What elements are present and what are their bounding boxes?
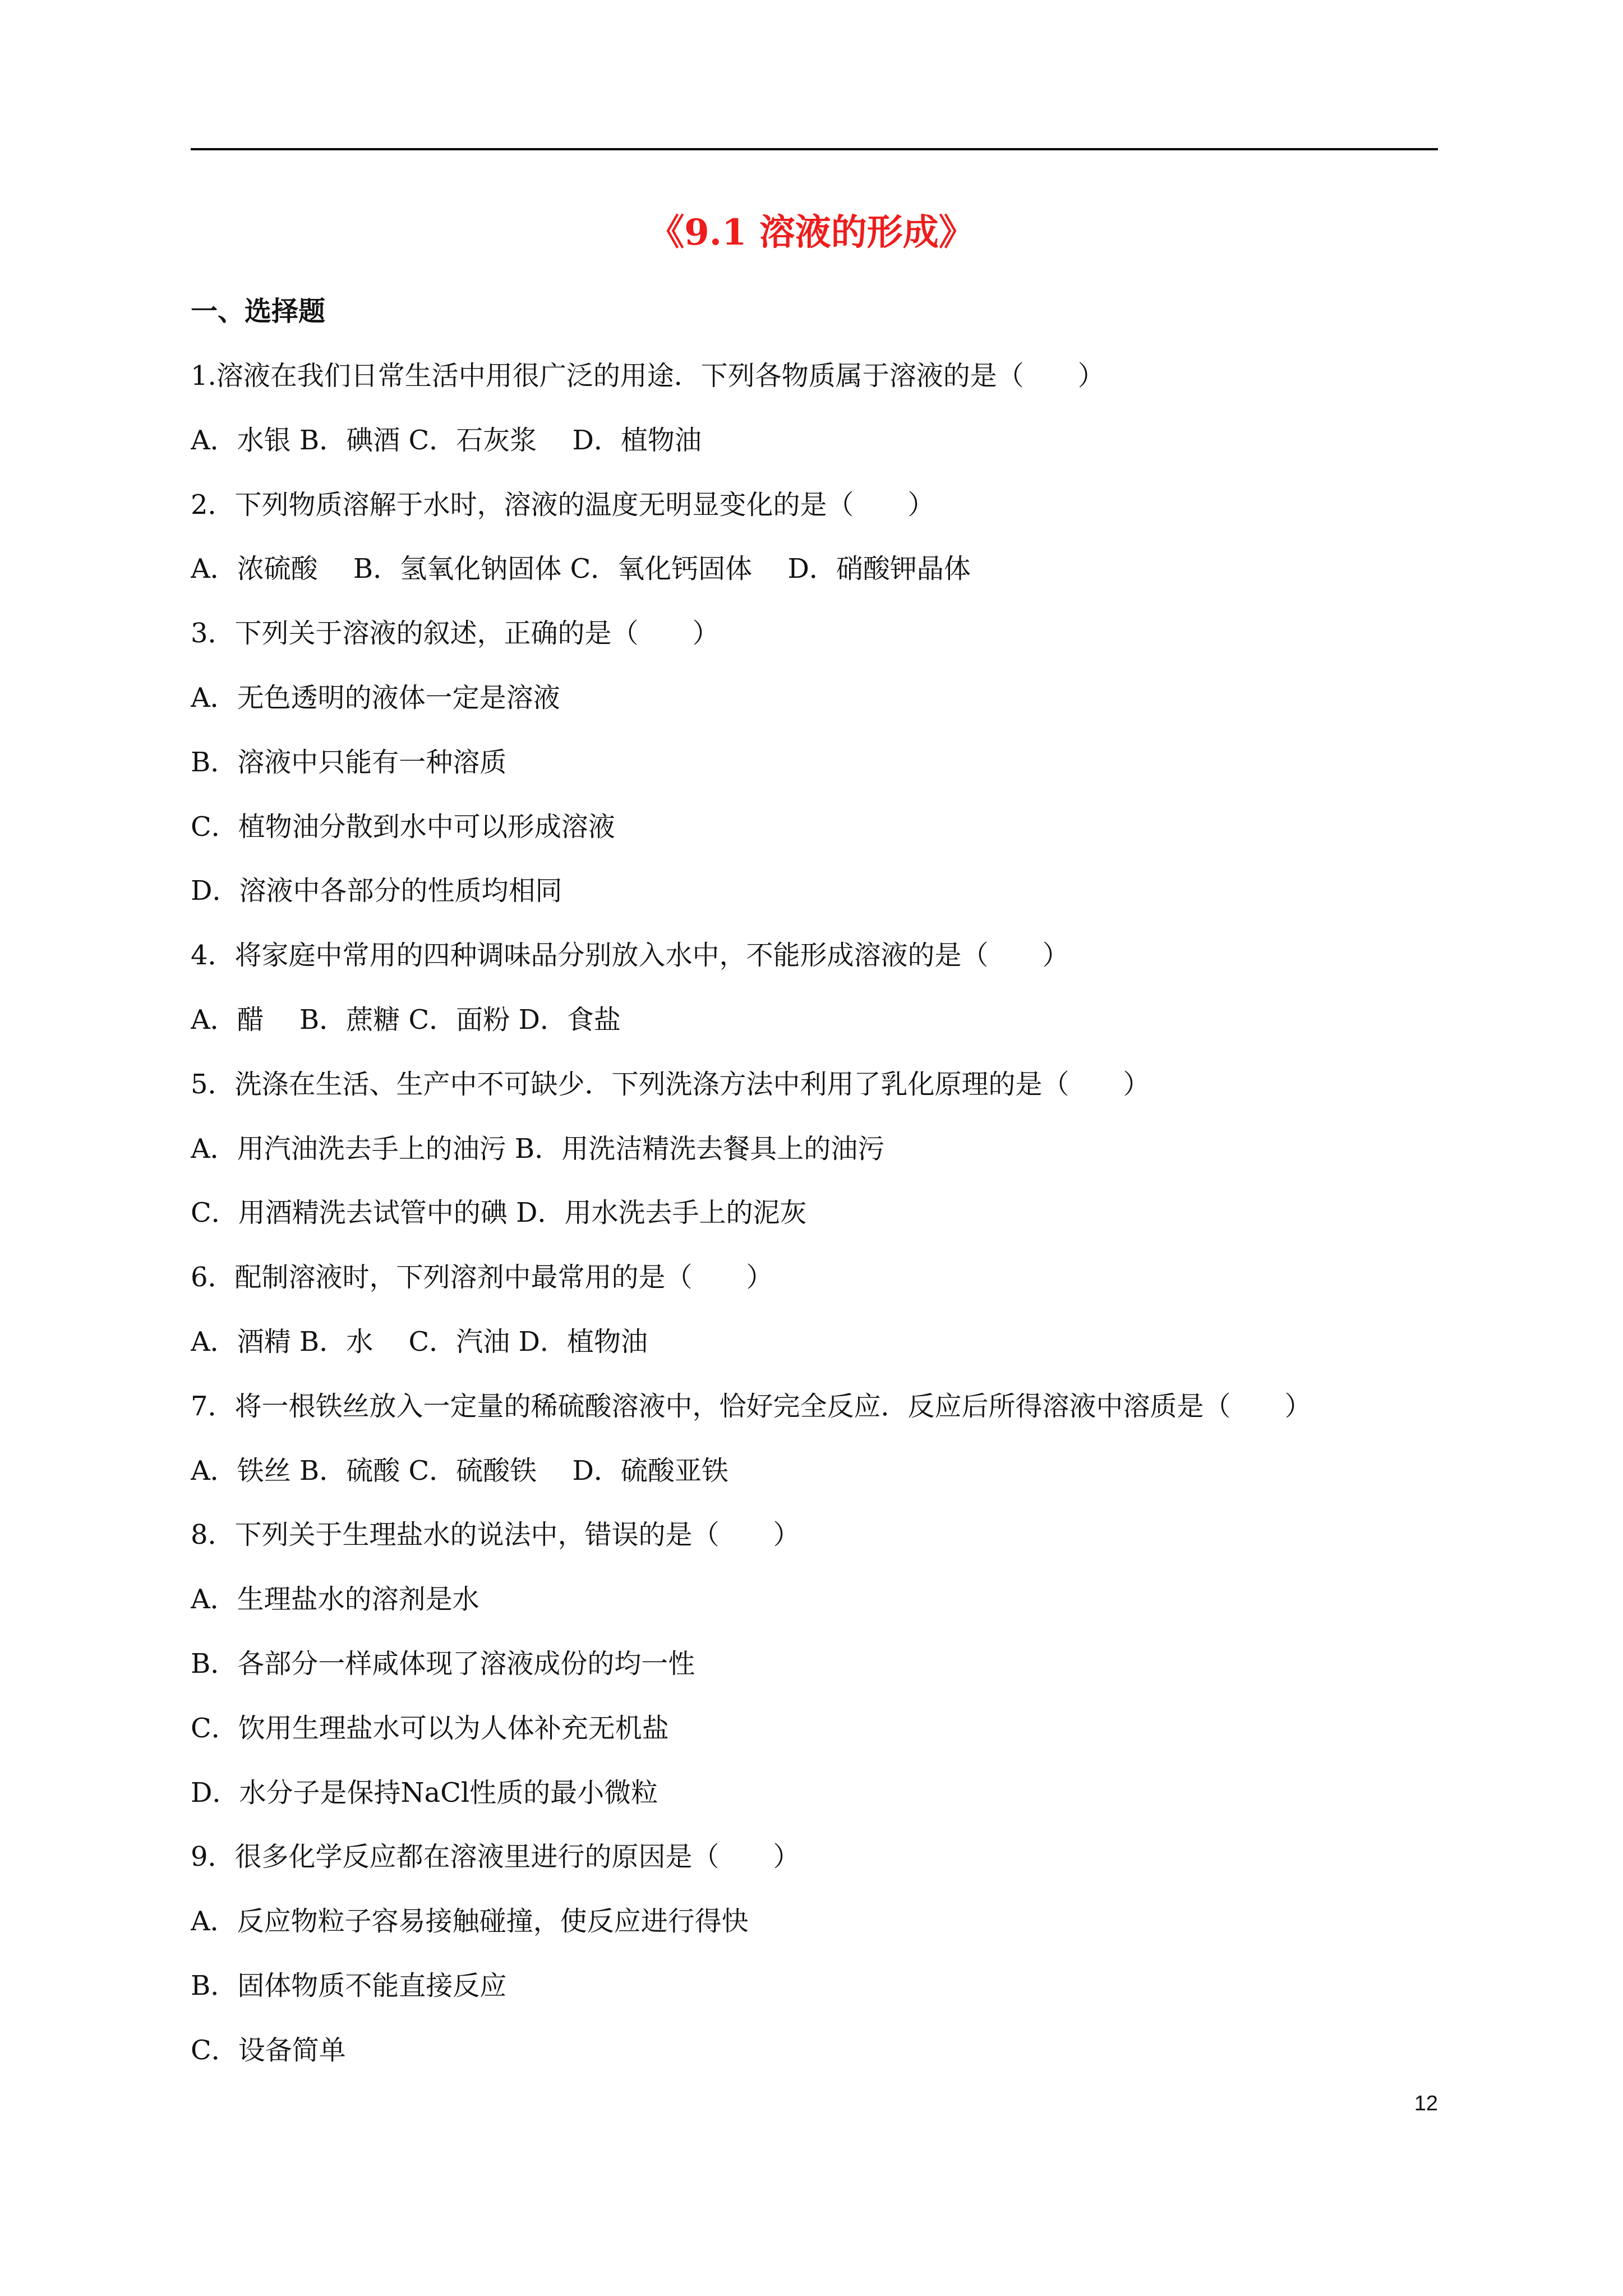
- text-line: A．无色透明的液体一定是溶液: [191, 682, 560, 714]
- text-line: 6．配制溶液时，下列溶剂中最常用的是（ ）: [191, 1262, 773, 1294]
- text-line: A．铁丝 B．硫酸 C．硫酸铁 D．硫酸亚铁: [191, 1455, 728, 1487]
- text-line: 9．很多化学反应都在溶液里进行的原因是（ ）: [191, 1841, 800, 1873]
- text-line: A．生理盐水的溶剂是水: [191, 1584, 479, 1616]
- text-line: B．各部分一样咸体现了溶液成份的均一性: [191, 1648, 695, 1680]
- text-line: C．设备简单: [191, 2034, 346, 2066]
- text-line: 8．下列关于生理盐水的说法中，错误的是（ ）: [191, 1519, 800, 1551]
- text-line: D．水分子是保持NaCl性质的最小微粒: [191, 1777, 658, 1809]
- text-line: A．用汽油洗去手上的油污 B．用洗洁精洗去餐具上的油污: [191, 1133, 885, 1165]
- text-line: C．饮用生理盐水可以为人体补充无机盐: [191, 1712, 669, 1744]
- document-title: 《9.1 溶液的形成》: [648, 211, 975, 254]
- text-line: D．溶液中各部分的性质均相同: [191, 875, 562, 907]
- text-line: A．酒精 B．水 C．汽油 D．植物油: [191, 1326, 648, 1358]
- text-line: C．植物油分散到水中可以形成溶液: [191, 811, 615, 843]
- text-line: 4．将家庭中常用的四种调味品分别放入水中，不能形成溶液的是（ ）: [191, 940, 1069, 972]
- section-heading: 一、选择题: [191, 296, 326, 327]
- text-line: 3．下列关于溶液的叙述，正确的是（ ）: [191, 618, 720, 650]
- text-line: 7．将一根铁丝放入一定量的稀硫酸溶液中，恰好完全反应．反应后所得溶液中溶质是（ ）: [191, 1390, 1312, 1422]
- text-line: B．溶液中只能有一种溶质: [191, 746, 507, 778]
- question-list: [191, 356, 1438, 2095]
- text-line: A．反应物粒子容易接触碰撞，使反应进行得快: [191, 1906, 749, 1938]
- text-line: C．用酒精洗去试管中的碘 D．用水洗去手上的泥灰: [191, 1197, 807, 1229]
- text-line: A．水银 B．碘酒 C．石灰浆 D．植物油: [191, 424, 702, 456]
- text-line: 5．洗涤在生活、生产中不可缺少．下列洗涤方法中利用了乳化原理的是（ ）: [191, 1068, 1150, 1100]
- page-number: 12: [1414, 2092, 1438, 2115]
- text-line: 2．下列物质溶解于水时，溶液的温度无明显变化的是（ ）: [191, 489, 935, 521]
- text-line: A．醋 B．蔗糖 C．面粉 D．食盐: [191, 1004, 621, 1036]
- text-line: 1.溶液在我们日常生活中用很广泛的用途．下列各物质属于溶液的是（ ）: [191, 360, 1105, 392]
- text-line: B．固体物质不能直接反应: [191, 1970, 507, 2001]
- header-rule: [191, 148, 1438, 150]
- text-line: A．浓硫酸 B．氢氧化钠固体 C．氧化钙固体 D．硝酸钾晶体: [191, 553, 971, 585]
